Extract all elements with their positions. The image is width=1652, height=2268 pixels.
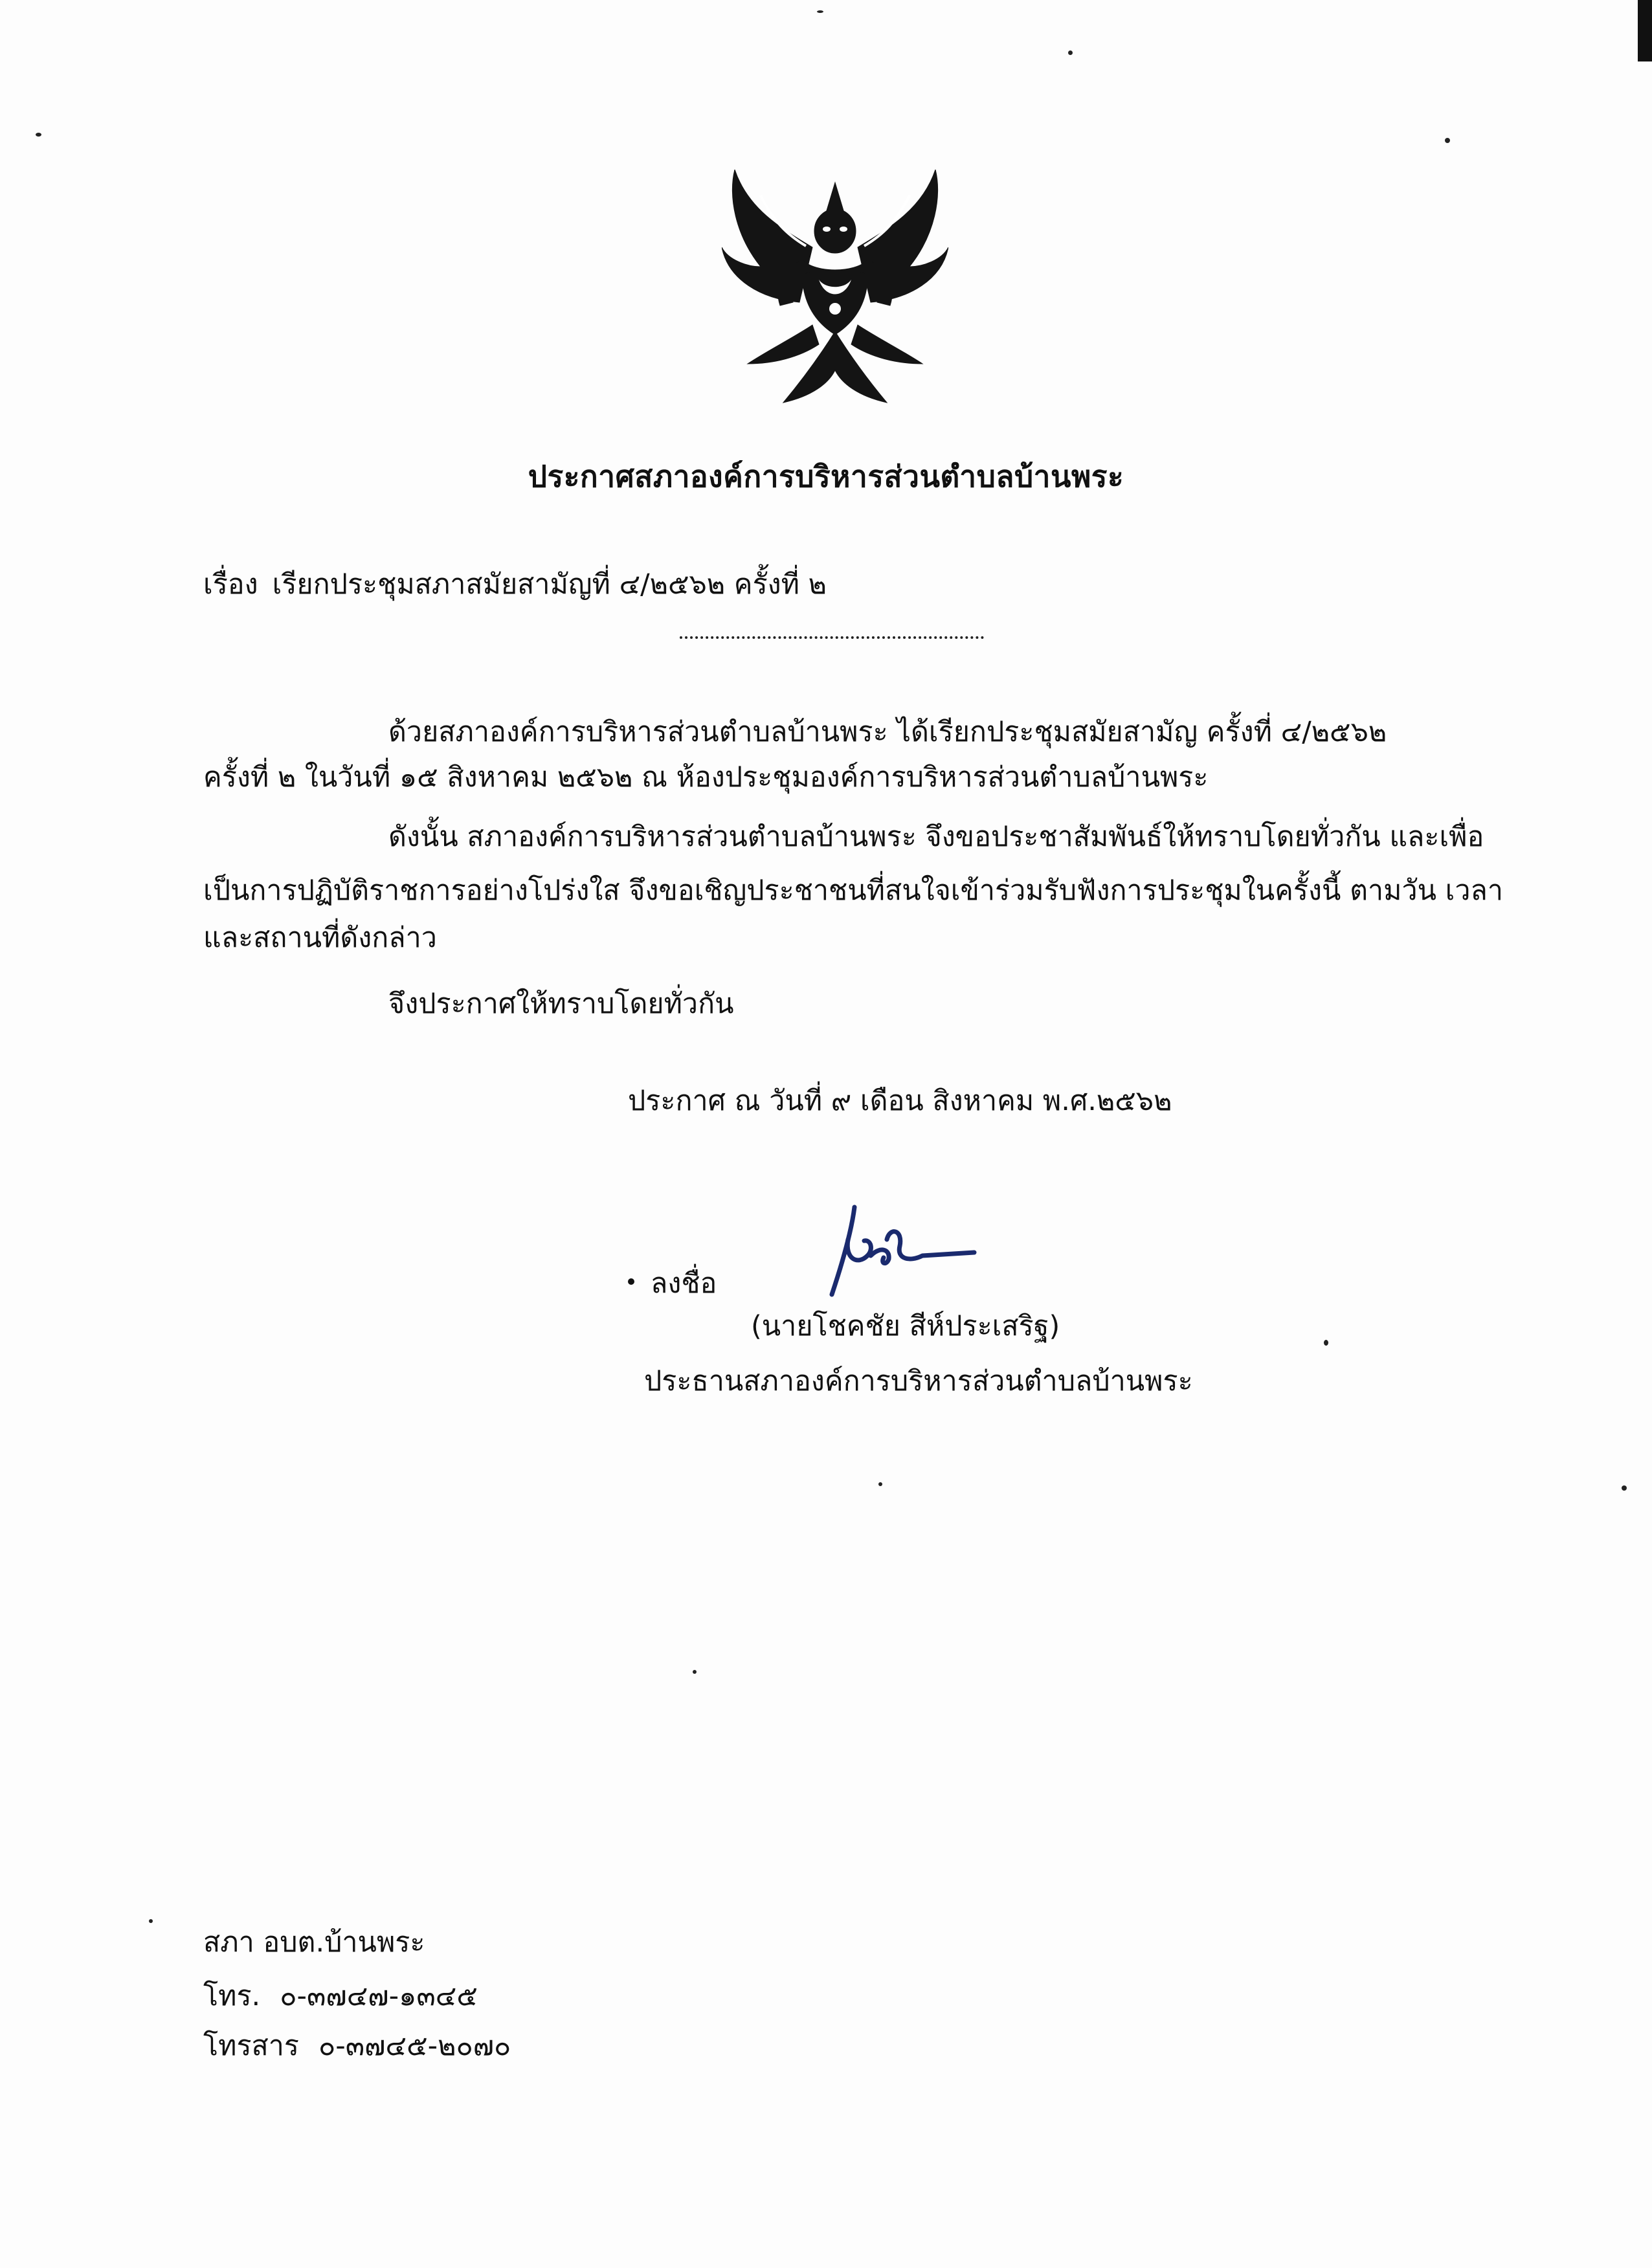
scan-speck [817, 10, 823, 13]
scan-speck [1324, 1340, 1328, 1346]
paragraph-1-line-2: ครั้งที่ ๒ ในวันที่ ๑๕ สิงหาคม ๒๕๖๒ ณ ห้องประชุมองค์การบริหารส่วนตำบลบ้านพระ [203, 761, 1209, 794]
paragraph-2-line-2: เป็นการปฏิบัติราชการอย่างโปร่งใส จึงขอเชิญประชาชนที่สนใจเข้าร่วมรับฟังการประชุมในครั้งนี้ ตามวัน เวลา [203, 874, 1504, 907]
garuda-emblem-icon [722, 170, 948, 406]
scan-speck [1622, 1485, 1627, 1491]
footer-fax [203, 2032, 511, 2060]
footer-office: สภา อบต.บ้านพระ [203, 1926, 425, 1959]
announcement-date: ประกาศ ณ วันที่ ๙ เดือน สิงหาคม พ.ศ.๒๕๖๒ [628, 1085, 1172, 1117]
scan-speck [1445, 138, 1450, 143]
paragraph-1-line-1: ด้วยสภาองค์การบริหารส่วนตำบลบ้านพระ ได้เรียกประชุมสมัยสามัญ ครั้งที่ ๔/๒๕๖๒ [388, 716, 1387, 748]
subject-line [203, 568, 827, 601]
paragraph-2-line-1: ดังนั้น สภาองค์การบริหารส่วนตำบลบ้านพระ จึงขอประชาสัมพันธ์ให้ทราบโดยทั่วกัน และเพื่อ [388, 821, 1484, 853]
scan-speck [36, 133, 41, 137]
fax-label: โทรสาร [203, 2030, 300, 2062]
paragraph-2-line-3: และสถานที่ดังกล่าว [203, 922, 437, 954]
phone-number: ๐-๓๗๔๗-๑๓๔๕ [280, 1980, 478, 2012]
scan-speck [693, 1670, 697, 1674]
subject-label: เรื่อง [203, 568, 258, 601]
dotted-separator [680, 636, 984, 639]
bullet-dot [628, 1278, 634, 1285]
signer-name: (นายโชคชัย สีห์ประเสริฐ) [751, 1310, 1060, 1342]
footer-phone [203, 1980, 478, 2012]
announcement-title: ประกาศสภาองค์การบริหารส่วนตำบลบ้านพระ [528, 459, 1124, 494]
fax-number: ๐-๓๗๔๕-๒๐๗๐ [318, 2030, 511, 2062]
scan-speck [878, 1482, 882, 1486]
scan-edge-mark [1638, 0, 1652, 61]
closing-line: จึงประกาศให้ทราบโดยทั่วกัน [388, 988, 734, 1020]
handwritten-signature [819, 1201, 977, 1298]
scan-speck [149, 1919, 153, 1923]
phone-label: โทร. [203, 1980, 261, 2012]
subject-text: เรียกประชุมสภาสมัยสามัญที่ ๔/๒๕๖๒ ครั้งที่ ๒ [272, 568, 827, 601]
signer-position: ประธานสภาองค์การบริหารส่วนตำบลบ้านพระ [644, 1365, 1193, 1397]
signature-label: ลงชื่อ [651, 1267, 717, 1300]
scan-speck [1068, 50, 1073, 55]
